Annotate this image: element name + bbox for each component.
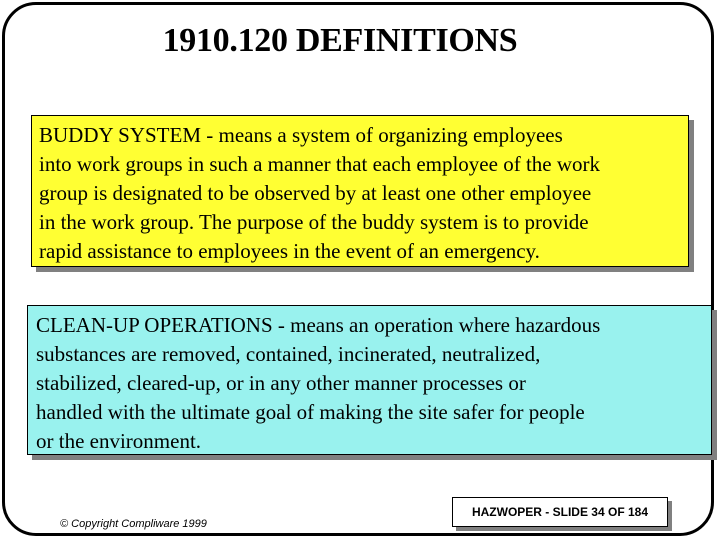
definition-line: substances are removed, contained, incinerated, neutralized, xyxy=(36,342,541,366)
definition-line: BUDDY SYSTEM - means a system of organizing employees xyxy=(39,123,563,147)
definition-line: group is designated to be observed by at least one other employee xyxy=(39,181,592,205)
copyright-notice: © Copyright Compliware 1999 xyxy=(60,518,207,530)
slide-number-label xyxy=(452,497,668,527)
definition-line: handled with the ultimate goal of making the site safer for people xyxy=(36,400,585,424)
definition-panel xyxy=(31,115,689,267)
slide-title: 1910.120 DEFINITIONS xyxy=(162,22,518,59)
definition-line: in the work group. The purpose of the buddy system is to provide xyxy=(39,210,589,234)
definition-line: CLEAN-UP OPERATIONS - means an operation where hazardous xyxy=(36,313,601,337)
buddy-system-definition xyxy=(31,115,689,267)
slide-number-text: HAZWOPER - SLIDE 34 OF 184 xyxy=(452,497,668,527)
definition-line: or the environment. xyxy=(36,429,202,453)
definition-line: rapid assistance to employees in the event of an emergency. xyxy=(39,239,540,263)
definition-panel xyxy=(27,305,712,455)
definition-line: into work groups in such a manner that each employee of the work xyxy=(39,152,601,176)
cleanup-operations-definition xyxy=(27,305,712,455)
definition-line: stabilized, cleared-up, or in any other manner processes or xyxy=(36,371,526,395)
